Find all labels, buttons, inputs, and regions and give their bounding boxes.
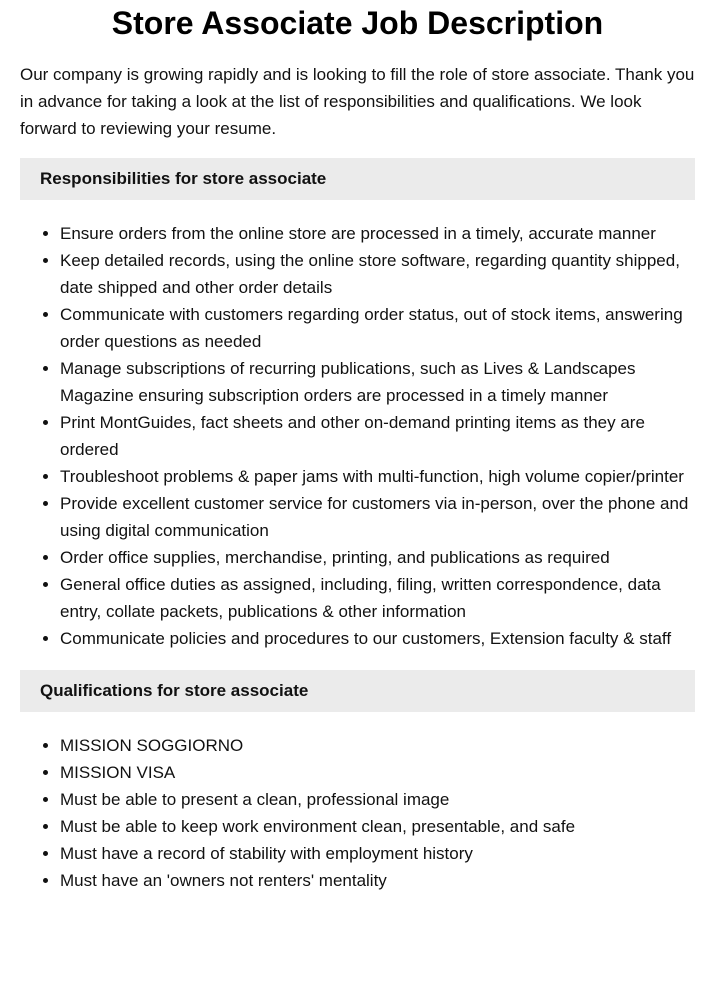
page-title: Store Associate Job Description bbox=[111, 5, 604, 41]
list-item: • Must be able to keep work environment clean, presentable, and safe bbox=[60, 813, 695, 840]
responsibilities-header: Responsibilities for store associate bbox=[20, 158, 695, 200]
list-item: • Must have a record of stability with employment history bbox=[60, 840, 695, 867]
list-item: • Manage subscriptions of recurring publications, such as Lives & Landscapes Magazine ensuring subscription orders are processed in a timely manner bbox=[60, 355, 695, 409]
list-item: • Must have an 'owners not renters' mentality bbox=[60, 867, 695, 894]
list-item: • Communicate policies and procedures to our customers, Extension faculty & staff bbox=[60, 625, 695, 652]
list-item: • Provide excellent customer service for customers via in-person, over the phone and using digital communication bbox=[60, 490, 695, 544]
responsibilities-list bbox=[20, 220, 695, 652]
list-item: • MISSION SOGGIORNO bbox=[60, 732, 695, 759]
list-item: • Ensure orders from the online store are processed in a timely, accurate manner bbox=[60, 220, 695, 247]
list-item: • Keep detailed records, using the online store software, regarding quantity shipped, date shipped and other order details bbox=[60, 247, 695, 301]
list-item: • MISSION VISA bbox=[60, 759, 695, 786]
qualifications-list bbox=[20, 732, 695, 894]
qualifications-header: Qualifications for store associate bbox=[20, 670, 695, 712]
list-item: • Order office supplies, merchandise, printing, and publications as required bbox=[60, 544, 695, 571]
intro-paragraph: Our company is growing rapidly and is looking to fill the role of store associate. Thank you in advance for taking a look at the list of responsibilities and qualifications. We look forward to reviewing your resume. bbox=[20, 65, 695, 138]
list-item: • Communicate with customers regarding order status, out of stock items, answering order questions as needed bbox=[60, 301, 695, 355]
list-item: • Print MontGuides, fact sheets and other on-demand printing items as they are ordered bbox=[60, 409, 695, 463]
list-item: • Must be able to present a clean, professional image bbox=[60, 786, 695, 813]
list-item: • General office duties as assigned, including, filing, written correspondence, data entry, collate packets, publications & other information bbox=[60, 571, 695, 625]
list-item: • Troubleshoot problems & paper jams with multi-function, high volume copier/printer bbox=[60, 463, 695, 490]
